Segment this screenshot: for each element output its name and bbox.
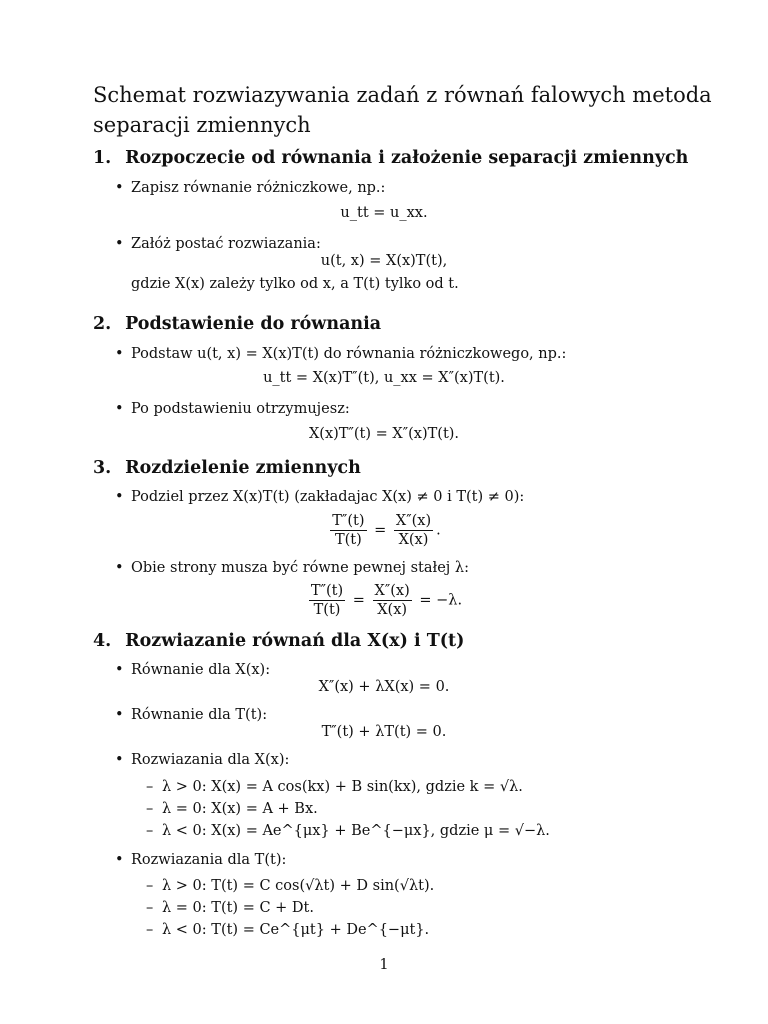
equation-tail: . [436, 522, 441, 539]
bullet-text: Zapisz równanie różniczkowe, np.: [131, 180, 386, 196]
bullet-item [117, 752, 289, 768]
section-2-heading [93, 314, 381, 334]
case-item [146, 779, 523, 795]
bullet-item [117, 236, 321, 252]
section-4-heading [93, 631, 464, 651]
page-number: 1 [379, 957, 389, 973]
section-title: Rozpoczecie od równania i założenie separacji zmiennych [125, 148, 689, 168]
bullet-text: Równanie dla T(t): [131, 707, 268, 723]
equation: X″(x) + λX(x) = 0. [318, 679, 450, 695]
denominator: T(t) [313, 602, 341, 618]
numerator: X″(x) [374, 583, 410, 599]
equation: X(x)T″(t) = X″(x)T(t). [308, 426, 460, 442]
section-number: 3. [93, 458, 112, 478]
case-item [146, 878, 434, 894]
case-text: λ < 0: X(x) = Ae^{μx} + Be^{−μx}, gdzie μ = √−λ. [162, 823, 550, 839]
fraction [373, 582, 412, 619]
bullet-text: Obie strony musza być równe pewnej stałej λ: [131, 560, 469, 576]
fraction [309, 582, 345, 619]
case-item [146, 801, 318, 817]
denominator: X(x) [398, 532, 429, 548]
equation: u(t, x) = X(x)T(t), [320, 253, 448, 269]
numerator: T″(t) [310, 583, 344, 599]
section-title: Rozdzielenie zmiennych [125, 458, 361, 478]
note-text: gdzie X(x) zależy tylko od x, a T(t) tylko od t. [131, 276, 459, 292]
denominator: X(x) [377, 602, 408, 618]
fraction-equation: $\frac{T''(t)}{T(t)}$ = $\frac{X''(x)}{X(x)}$ = −λ. [310, 583, 463, 618]
bullet-text: Podstaw u(t, x) = X(x)T(t) do równania różniczkowego, np.: [131, 346, 567, 362]
bullet-item [117, 707, 267, 723]
bullet-item [117, 346, 566, 362]
page-title: Schemat rozwiazywania zadań z równań falowych metoda separacji zmiennych [93, 83, 712, 137]
equation: T″(t) + λT(t) = 0. [321, 724, 447, 740]
case-item [146, 922, 429, 938]
bullet-item [117, 401, 350, 417]
bullet-text: Po podstawieniu otrzymujesz: [131, 401, 350, 417]
bullet-item [117, 662, 270, 678]
case-text: λ = 0: T(t) = C + Dt. [162, 900, 314, 916]
bullet-text: Załóż postać rozwiazania: [131, 236, 321, 252]
numerator: X″(x) [395, 513, 432, 529]
case-item [146, 823, 550, 839]
case-item [146, 900, 314, 916]
section-1-heading [93, 148, 688, 168]
case-text: λ < 0: T(t) = Ce^{μt} + De^{−μt}. [162, 922, 430, 938]
equation-tail: = −λ. [419, 592, 463, 609]
bullet-item [117, 852, 286, 868]
section-title: Rozwiazanie równań dla X(x) i T(t) [125, 631, 465, 651]
numerator: T″(t) [332, 513, 365, 529]
bullet-text: Podziel przez X(x)T(t) (zakładajac X(x) ≠ 0 i T(t) ≠ 0): [131, 489, 525, 505]
bullet-item [117, 489, 524, 505]
fraction [394, 512, 433, 549]
section-number: 1. [93, 148, 112, 168]
fraction [330, 512, 366, 549]
case-text: λ > 0: T(t) = C cos(√λt) + D sin(√λt). [162, 878, 435, 894]
equation: u_tt = X(x)T″(t), u_xx = X″(x)T(t). [263, 370, 505, 386]
bullet-text: Rozwiazania dla T(t): [131, 852, 287, 868]
bullet-text: Równanie dla X(x): [131, 662, 271, 678]
fraction-equation: $\frac{T''(t)}{T(t)}$ = $\frac{X''(x)}{X(x)}$ . [332, 513, 441, 548]
equation: u_tt = u_xx. [340, 205, 428, 221]
section-number: 4. [93, 631, 112, 651]
case-text: λ = 0: X(x) = A + Bx. [162, 801, 318, 817]
bullet-text: Rozwiazania dla X(x): [131, 752, 290, 768]
section-3-heading [93, 458, 361, 478]
denominator: T(t) [334, 532, 362, 548]
bullet-item [117, 560, 469, 576]
case-text: λ > 0: X(x) = A cos(kx) + B sin(kx), gdzie k = √λ. [162, 779, 523, 795]
section-title: Podstawienie do równania [125, 314, 382, 334]
section-number: 2. [93, 314, 112, 334]
bullet-item [117, 180, 385, 196]
